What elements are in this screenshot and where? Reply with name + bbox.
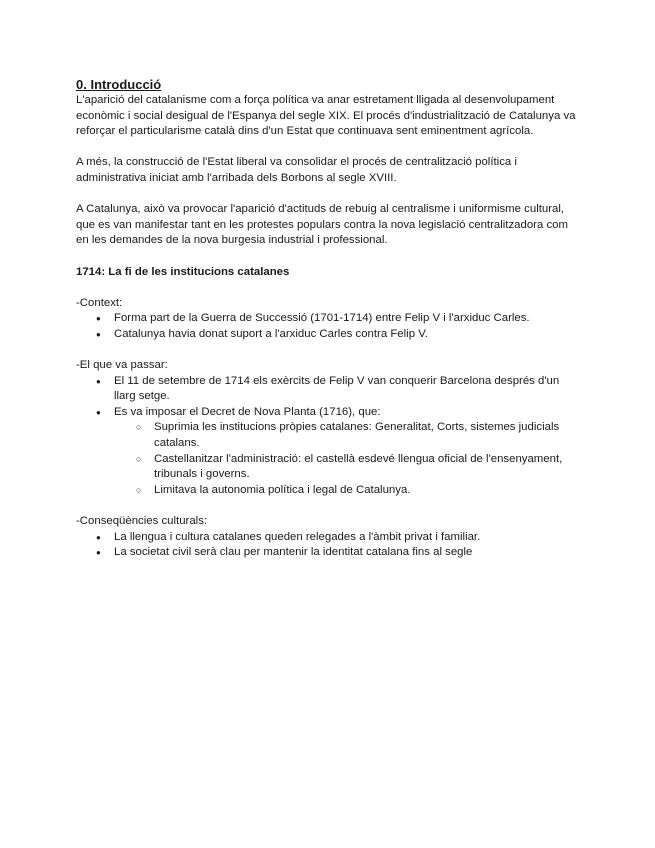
sub-list-item: ○ Limitava la autonomia política i legal de Catalunya. (76, 483, 581, 499)
section-title-1714: 1714: La fi de les institucions catalanes (76, 265, 290, 278)
list-item (76, 405, 581, 499)
paragraph: A més, la construcció de l'Estat liberal va consolidar el procés de centralització política i administrativa iniciat amb l'arribada dels Borbons al segle XVIII. (76, 156, 517, 184)
document-page (76, 76, 581, 576)
context-list (76, 311, 581, 342)
what-happened-list (76, 374, 581, 499)
sub-list (114, 420, 581, 498)
list-item: ● Forma part de la Guerra de Successió (1701-1714) entre Felip V i l'arxiduc Carles. (76, 311, 581, 327)
list-item: ● Catalunya havia donat suport a l'arxiduc Carles contra Felip V. (76, 327, 581, 343)
paragraph: L'aparició del catalanisme com a força política va anar estretament lligada al desenvolupament econòmic i social desigual de l'Espanya del segle XIX. El procés d'industrialització de Catalunya va reforçar el particularisme català dins d'un Estat que continuava sent eminentment agrícola. (76, 94, 576, 138)
context-label: -Context: (76, 296, 123, 309)
consequences-list (76, 530, 581, 561)
paragraph: A Catalunya, això va provocar l'aparició d'actituds de rebuig al centralisme i uniformisme cultural, que es van manifestar tant en les protestes populars contra la nova legislació centralitzadora com en les demandes de la nova burgesia industrial i professional. (76, 203, 568, 247)
list-item: ● La llengua i cultura catalanes queden relegades a l'àmbit privat i familiar. (76, 530, 581, 546)
list-item: ● El 11 de setembre de 1714 els exèrcits de Felip V van conquerir Barcelona després d'un llarg setge. (76, 374, 581, 405)
sub-list-item: ○ Suprimia les institucions pròpies catalanes: Generalitat, Corts, sistemes judicials catalans. (76, 420, 581, 451)
section-heading-introduccio: 0. Introducció (76, 77, 162, 92)
consequences-label: -Conseqüències culturals: (76, 515, 208, 528)
list-item-text: Es va imposar el Decret de Nova Planta (1716), que: (114, 405, 381, 418)
list-item: ● La societat civil serà clau per mantenir la identitat catalana fins al segle (76, 545, 581, 561)
sub-list-item: ○ Castellanitzar l'administració: el castellà esdevé llengua oficial de l'ensenyament, tribunals i governs. (76, 452, 581, 483)
what-happened-label: -El que va passar: (76, 359, 168, 372)
